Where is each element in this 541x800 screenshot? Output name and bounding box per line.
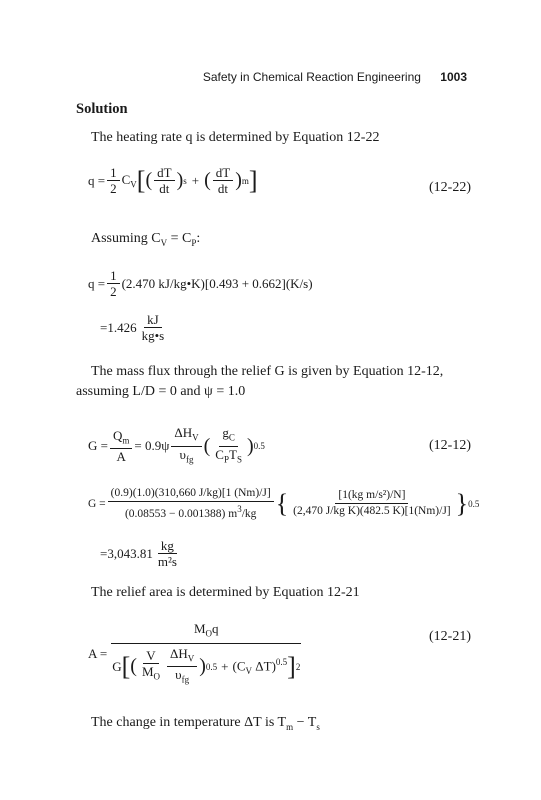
- running-header: [203, 70, 467, 84]
- page-number: 1003: [440, 70, 467, 84]
- equation-12-21: A = $M_Oq$ G [ ( $\frac{V}{M_O}$ $\frac{\Delta H_V}{\upsilon_{fg}}$ ) 0.5 + ($C_V$ ΔT)$^{0.5}$ ] 2: [88, 621, 301, 685]
- G-unit-numerator: kg: [158, 538, 177, 554]
- q-substitution-values: (2.470 kJ/kg•K)[0.493 + 0.662](K/s): [121, 275, 313, 291]
- equation-q-result: = 1.426 $\frac{kJ}{kg•s}$: [100, 312, 169, 343]
- equation-G-numeric: G = $\frac{(0.9)(1.0)(310,660 J/kg)[1 (Nm)/J]}{(0.08553 - 0.001388) m^3/kg}$ { $\frac{\text{[1(kg m/s²)/N]}}{\text{(2,470 J/kg K)(482.5 K)[1(Nm)/J]}}$ } 0.5: [88, 487, 480, 520]
- paragraph-mass-flux-line2: assuming L/D = 0 and ψ = 1.0: [76, 384, 246, 399]
- paragraph-assumption: Assuming $C_V = C_P$:: [91, 231, 201, 248]
- paragraph-relief-area: The relief area is determined by Equation 12-21: [91, 585, 360, 600]
- equation-number-12-12: (12-12): [429, 438, 471, 453]
- equation-G-result: = 3,043.81 $\frac{kg}{\text{m²s}}$: [100, 538, 182, 569]
- paragraph-heating-rate: The heating rate q is determined by Equation 12-22: [91, 130, 380, 145]
- paragraph-mass-flux-line1: The mass flux through the relief G is given by Equation 12-12,: [91, 364, 444, 379]
- running-title: Safety in Chemical Reaction Engineering: [202, 70, 421, 84]
- G-right-numerator: [1(kg m/s²)/N]: [335, 488, 408, 504]
- G-right-denominator: (2,470 J/kg K)(482.5 K)[1(Nm)/J]: [293, 505, 451, 518]
- q-result-value: 1.426: [107, 319, 137, 335]
- G-unit-denominator: m²s: [157, 554, 177, 569]
- q-unit-denominator: kg•s: [141, 328, 165, 343]
- G-left-denominator-tail: /kg: [241, 507, 257, 520]
- q-unit-numerator: kJ: [144, 312, 162, 328]
- G-left-numerator: (0.9)(1.0)(310,660 J/kg)[1 (Nm)/J]: [108, 486, 274, 502]
- G-left-denominator: (0.08553 − 0.001388) m: [124, 507, 238, 520]
- equation-12-12: G = $\frac{Q_m}{A}$ = 0.9ψ $\frac{\Delta H_V}{\upsilon_{fg}}$ ( $\frac{g_C}{C_PT_S}$ ) 0.5: [88, 425, 265, 465]
- equation-q-substitution: q = $\frac{1}{2}$ (2.470 kJ/kg•K)[0.493 + 0.662](K/s): [88, 268, 313, 299]
- equation-number-12-22: (12-22): [429, 180, 471, 195]
- equation-12-22: q = $\frac{1}{2}$ $C_V$ [ ( $\frac{dT}{dt}$ ) s + ( $\frac{dT}{dt}$ ) m ]: [88, 165, 258, 196]
- G-result-value: 3,043.81: [107, 545, 153, 561]
- G-exponent: 0.5: [468, 498, 480, 509]
- equation-number-12-21: (12-21): [429, 629, 471, 644]
- paragraph-temperature-change: The change in temperature ΔT is $T_m - T_s$: [91, 715, 320, 732]
- section-heading: Solution: [76, 101, 128, 117]
